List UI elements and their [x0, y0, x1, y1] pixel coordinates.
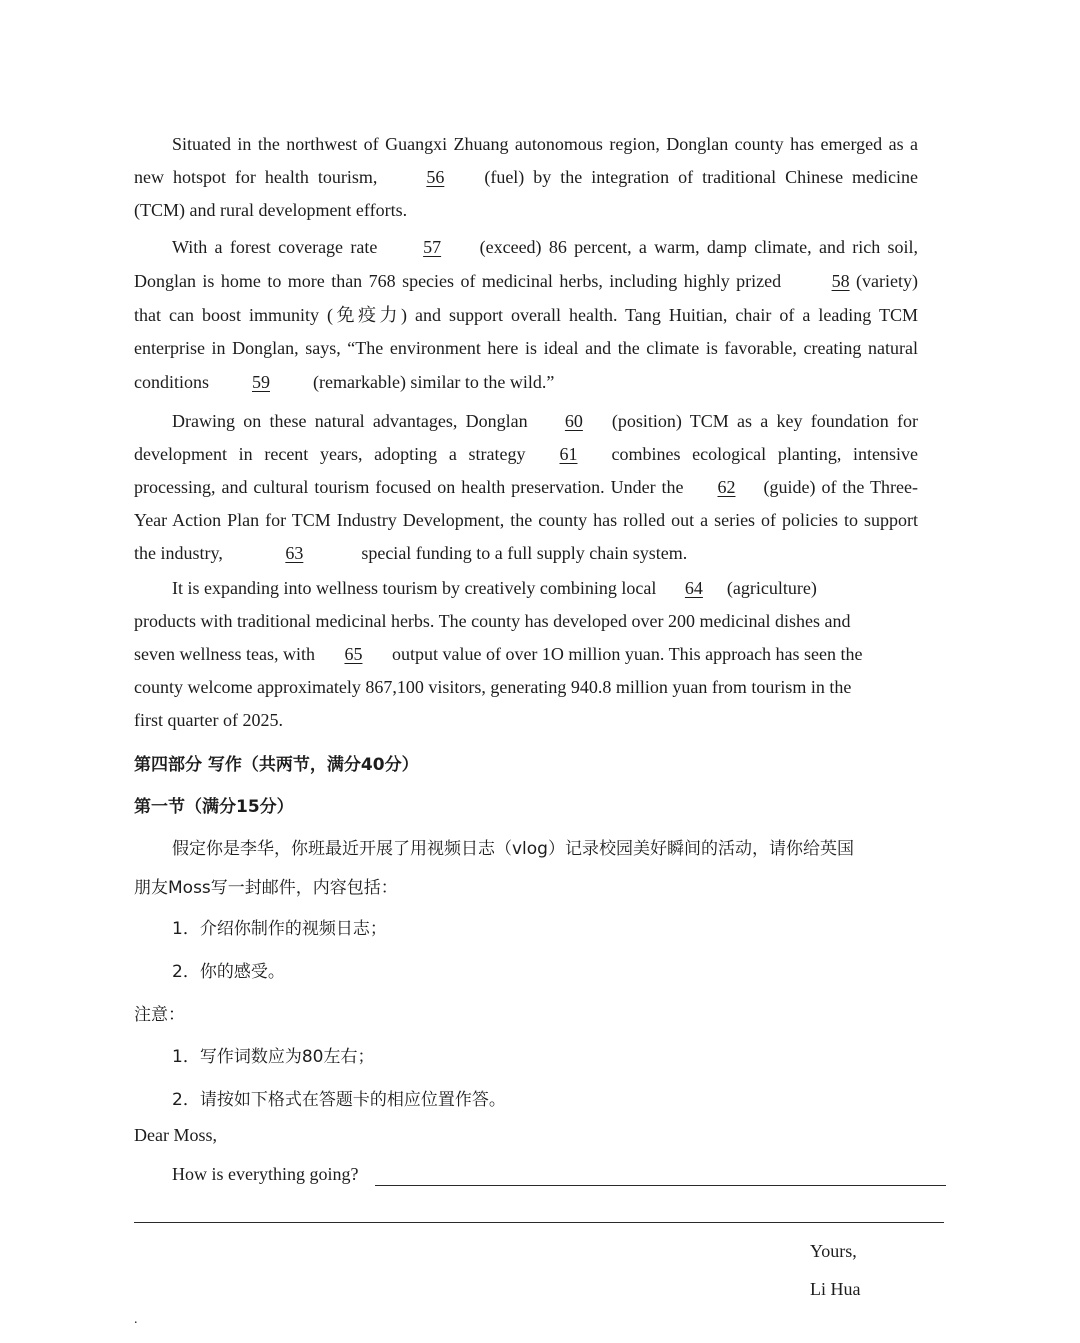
passage-text: (variety) that can boost immunity (免疫力) and support overall health. Tang Huitian, chair of a leading TCM enterprise in Donglan, says, “The environment here is ideal and the climate is favorable, creating natural conditions: [134, 270, 918, 393]
part-four-heading: 第四部分 写作（共两节，满分40分）: [134, 755, 419, 775]
passage-text: (position) TCM as a key foundation for development in recent years, adopting a strategy: [134, 411, 918, 464]
passage-text: (agriculture): [726, 578, 817, 598]
passage-text: output value of over 1O million yuan. This approach has seen the: [387, 644, 863, 664]
content-item-1: 1．介绍你制作的视频日志；: [172, 919, 387, 939]
passage-text: (exceed) 86 percent, a warm, damp climate, and rich soil, Donglan is home to more than 768 species of medicinal herbs, including highly prized: [134, 237, 919, 291]
blank-59: 59: [252, 372, 270, 393]
blank-64: 64: [684, 578, 703, 598]
blank-65: 65: [344, 644, 363, 664]
passage-paragraph-4-line-1: [172, 578, 817, 599]
passage-text: Drawing on these natural advantages, Donglan: [172, 411, 536, 431]
letter-signature: Li Hua: [810, 1279, 861, 1299]
passage-paragraph-4-line-4: county welcome approximately 867,100 visitors, generating 940.8 million yuan from tourism in the: [134, 677, 852, 697]
passage-text: (fuel) by the integration of traditional Chinese medicine (TCM) and rural development efforts.: [134, 167, 918, 220]
content-item-2: 2．你的感受。: [172, 962, 285, 982]
blank-61: 61: [559, 444, 578, 464]
passage-text: It is expanding into wellness tourism by creatively combining local: [172, 578, 661, 598]
notice-label: 注意：: [134, 1005, 185, 1025]
notice-item-2: 2．请按如下格式在答题卡的相应位置作答。: [172, 1090, 506, 1110]
blank-60: 60: [564, 411, 583, 431]
passage-text: (remarkable) similar to the wild.”: [313, 372, 555, 393]
blank-57: 57: [423, 237, 442, 257]
passage-text: seven wellness teas, with: [134, 644, 320, 664]
passage-paragraph-4-line-5: first quarter of 2025.: [134, 710, 283, 730]
blank-62: 62: [717, 477, 736, 497]
notice-item-1: 1．写作词数应为80左右；: [172, 1047, 375, 1067]
blank-56: 56: [426, 167, 445, 187]
passage-paragraph-3: [134, 405, 918, 570]
answer-line-2: [134, 1222, 944, 1223]
passage-text: combines ecological planting, intensive processing, and cultural tourism focused on health preservation. Under the: [134, 444, 918, 497]
prompt-line-2: 朋友Moss写一封邮件，内容包括：: [134, 878, 398, 898]
blank-63: 63: [285, 543, 304, 563]
passage-paragraph-4-line-3: [134, 644, 863, 665]
letter-salutation: Dear Moss,: [134, 1125, 217, 1145]
prompt-line-1: 假定你是李华，你班最近开展了用视频日志（vlog）记录校园美好瞬间的活动，请你给英国: [172, 839, 854, 859]
stray-mark: .: [134, 1312, 138, 1327]
passage-text: (guide) of the Three-Year Action Plan for TCM Industry Development, the county has rolled out a series of policies to support the industry,: [134, 477, 918, 563]
passage-text: special funding to a full supply chain system.: [361, 543, 688, 563]
letter-opening: How is everything going?: [172, 1164, 359, 1184]
answer-line-1: [375, 1185, 946, 1186]
section-one-heading: 第一节（满分15分）: [134, 797, 294, 817]
passage-paragraph-2: [134, 231, 918, 400]
passage-paragraph-4-line-2: products with traditional medicinal herbs. The county has developed over 200 medicinal dishes and: [134, 611, 851, 631]
letter-closing: Yours,: [810, 1241, 857, 1261]
passage-text: With a forest coverage rate: [172, 237, 385, 257]
blank-58: 58: [831, 270, 850, 291]
passage-paragraph-1: [134, 128, 918, 227]
passage-text: Situated in the northwest of Guangxi Zhuang autonomous region, Donglan county has emerged as a new hotspot for health tourism,: [134, 134, 918, 187]
